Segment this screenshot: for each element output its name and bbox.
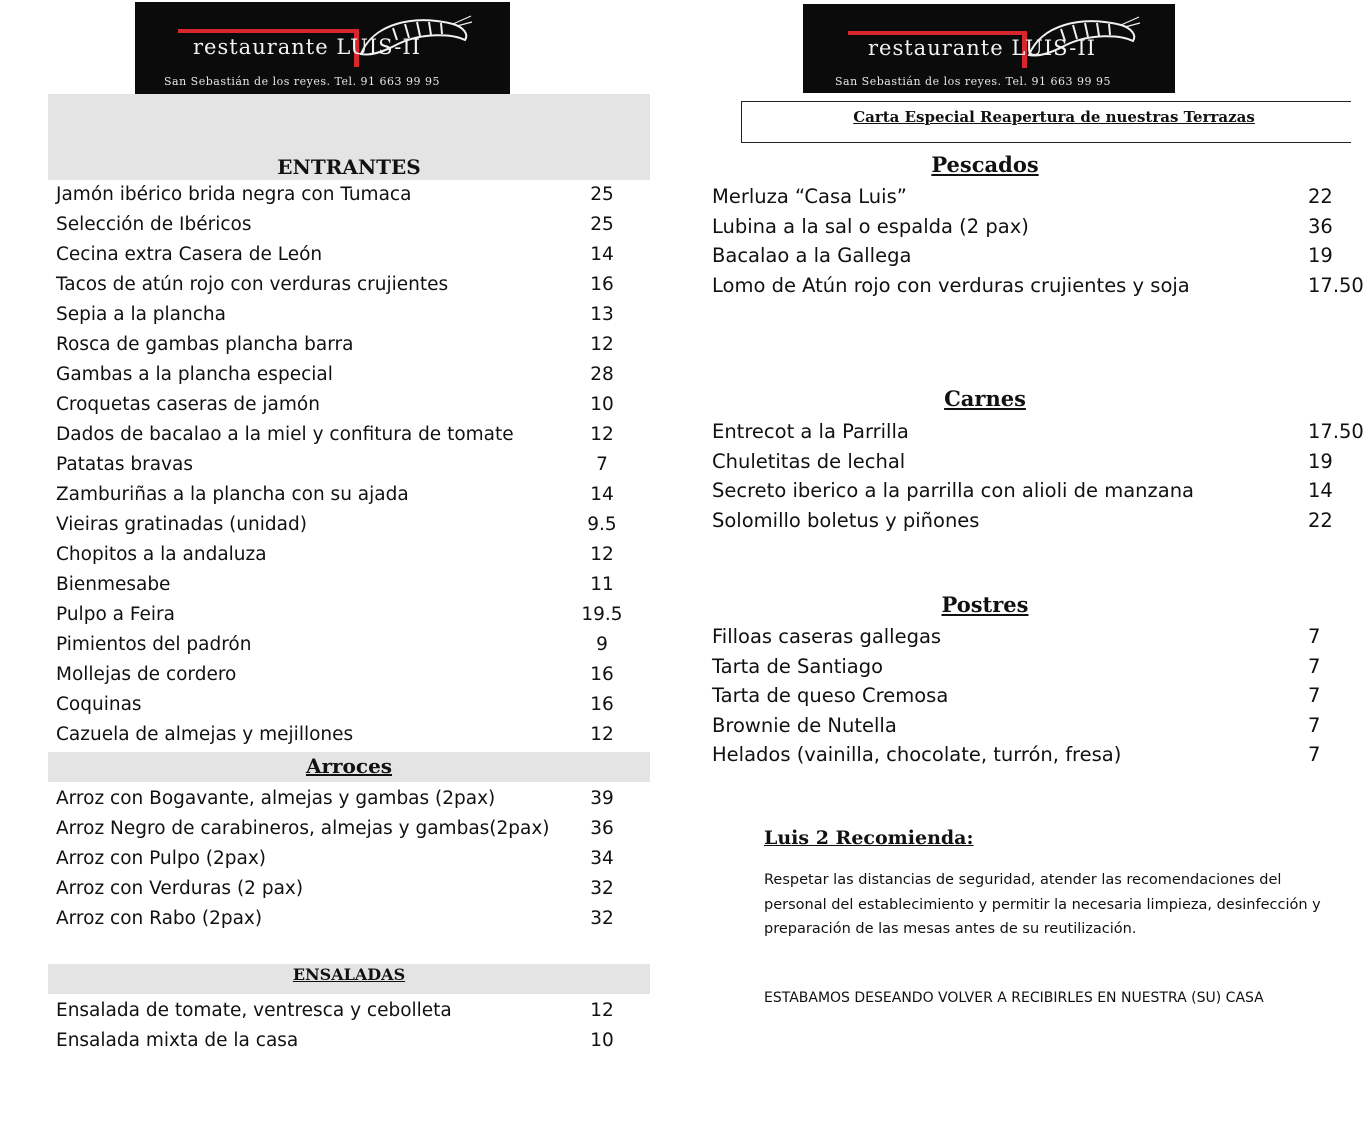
- menu-item-name: Sepia a la plancha: [56, 304, 226, 325]
- arroces-list: [48, 782, 650, 934]
- menu-item-price: 36: [1308, 214, 1333, 238]
- menu-item: [48, 570, 650, 600]
- menu-item: [712, 477, 1352, 505]
- menu-item-price: 12: [590, 724, 614, 745]
- menu-item: [48, 660, 650, 690]
- menu-item: [712, 653, 1352, 681]
- menu-item-name: Chopitos a la andaluza: [56, 544, 267, 565]
- menu-item-price: 10: [590, 1030, 614, 1051]
- right-menu-column: [700, 0, 1364, 1123]
- menu-item-name: Selección de Ibéricos: [56, 214, 252, 235]
- menu-item-name: Bienmesabe: [56, 574, 171, 595]
- menu-item-price: 22: [1308, 185, 1333, 208]
- ensaladas-title: ENSALADAS: [292, 965, 406, 984]
- menu-item-price: 7: [1308, 654, 1321, 678]
- menu-item-name: Tacos de atún rojo con verduras crujientes: [56, 274, 449, 295]
- menu-item: [48, 630, 650, 660]
- menu-item-price: 7: [1308, 684, 1321, 707]
- entrantes-title: ENTRANTES: [277, 155, 421, 179]
- menu-item-name: Pulpo a Feira: [56, 604, 175, 625]
- menu-item: [48, 720, 650, 750]
- menu-item-price: 12: [590, 334, 614, 355]
- menu-item: [48, 270, 650, 300]
- entrantes-list: [48, 180, 650, 750]
- menu-item-name: Brownie de Nutella: [712, 713, 897, 737]
- menu-item-name: Coquinas: [56, 694, 142, 715]
- menu-item-price: 9.5: [587, 514, 617, 535]
- carnes-title: Carnes: [944, 386, 1026, 411]
- menu-item-name: Arroz Negro de carabineros, almejas y gambas(2pax): [56, 818, 550, 839]
- menu-item-name: Tarta de queso Cremosa: [712, 684, 949, 707]
- menu-item-price: 25: [590, 184, 614, 205]
- menu-item: [48, 390, 650, 420]
- menu-item-price: 16: [590, 274, 614, 295]
- menu-item: [48, 480, 650, 510]
- entrantes-header-band: [48, 94, 650, 180]
- menu-item-price: 12: [590, 544, 614, 565]
- menu-item-price: 28: [590, 364, 614, 385]
- menu-item: [48, 874, 650, 904]
- closing-text: ESTABAMOS DESEANDO VOLVER A RECIBIRLES EN NUESTRA (SU) CASA: [764, 990, 1264, 1006]
- logo-address: San Sebastián de los reyes. Tel. 91 663 99 95: [835, 75, 1111, 88]
- menu-item-name: Helados (vainilla, chocolate, turrón, fresa): [712, 743, 1122, 766]
- special-title: Carta Especial Reapertura de nuestras Terrazas: [853, 108, 1255, 126]
- menu-item: [712, 213, 1352, 241]
- menu-item-price: 14: [1308, 479, 1333, 502]
- menu-item-price: 25: [590, 214, 614, 235]
- menu-item-name: Filloas caseras gallegas: [712, 625, 942, 648]
- menu-item-name: Arroz con Rabo (2pax): [56, 908, 263, 929]
- menu-item-name: Secreto iberico a la parrilla con alioli de manzana: [712, 479, 1194, 502]
- menu-item: [48, 1026, 650, 1056]
- menu-item-price: 32: [590, 908, 614, 929]
- menu-item: [48, 784, 650, 814]
- menu-item-price: 7: [1308, 713, 1321, 737]
- menu-item: [712, 183, 1352, 211]
- menu-item-name: Lubina a la sal o espalda (2 pax): [712, 214, 1029, 238]
- menu-item: [712, 741, 1352, 769]
- menu-item-price: 7: [596, 454, 608, 475]
- menu-item: [712, 682, 1352, 710]
- menu-item-name: Ensalada de tomate, ventresca y cebolleta: [56, 1000, 452, 1021]
- menu-item-price: 16: [590, 694, 614, 715]
- menu-item-price: 32: [590, 878, 614, 899]
- menu-item-name: Zamburiñas a la plancha con su ajada: [56, 484, 409, 505]
- menu-item-price: 19: [1308, 244, 1333, 267]
- menu-item-name: Vieiras gratinadas (unidad): [56, 514, 307, 535]
- menu-item: [712, 272, 1364, 300]
- menu-item-price: 12: [590, 424, 614, 445]
- menu-item-name: Arroz con Pulpo (2pax): [56, 848, 267, 869]
- menu-item-name: Lomo de Atún rojo con verduras crujientes y soja: [712, 273, 1190, 297]
- menu-item-name: Tarta de Santiago: [712, 654, 884, 678]
- left-menu-column: [48, 94, 650, 1056]
- menu-item: [712, 242, 1352, 270]
- menu-item-name: Ensalada mixta de la casa: [56, 1030, 299, 1051]
- menu-item-name: Entrecot a la Parrilla: [712, 420, 909, 443]
- menu-item: [48, 904, 650, 934]
- menu-item: [48, 330, 650, 360]
- menu-item-price: 7: [1308, 743, 1321, 766]
- recomienda-text: Respetar las distancias de seguridad, atender las recomendaciones del personal del establecimiento y permitir la necesaria limpieza, desinfección y preparación de las mesas antes de su reutilización.: [764, 872, 1321, 937]
- menu-item: [48, 600, 650, 630]
- menu-item: [48, 510, 650, 540]
- menu-item-price: 14: [590, 484, 614, 505]
- menu-item: [48, 240, 650, 270]
- menu-item-price: 34: [590, 848, 614, 869]
- menu-item: [712, 507, 1352, 535]
- menu-item-name: Chuletitas de lechal: [712, 449, 906, 473]
- menu-item: [48, 360, 650, 390]
- menu-item: [48, 420, 650, 450]
- menu-item: [712, 448, 1352, 476]
- menu-item: [48, 814, 650, 844]
- menu-item-price: 19.5: [581, 604, 623, 625]
- menu-item: [48, 210, 650, 240]
- recomienda-title: Luis 2 Recomienda:: [764, 827, 974, 849]
- menu-item-price: 14: [590, 244, 614, 265]
- menu-item: [48, 180, 650, 210]
- menu-item-name: Arroz con Verduras (2 pax): [56, 878, 304, 899]
- menu-item-name: Cecina extra Casera de León: [56, 244, 323, 265]
- menu-item-price: 11: [590, 574, 614, 595]
- menu-item-name: Patatas bravas: [56, 454, 193, 475]
- menu-item: [712, 712, 1352, 740]
- menu-item-price: 12: [590, 1000, 614, 1021]
- menu-item-name: Bacalao a la Gallega: [712, 244, 912, 267]
- pescados-title: Pescados: [931, 152, 1039, 177]
- special-title-box: [741, 101, 1351, 143]
- menu-item-price: 7: [1308, 625, 1321, 648]
- menu-item-price: 22: [1308, 508, 1333, 532]
- menu-item-name: Jamón ibérico brida negra con Tumaca: [56, 184, 412, 205]
- menu-item-name: Gambas a la plancha especial: [56, 364, 333, 385]
- ensaladas-list: [48, 994, 650, 1056]
- menu-item-name: Arroz con Bogavante, almejas y gambas (2pax): [56, 788, 496, 809]
- menu-item-price: 9: [596, 634, 608, 655]
- arroces-title: Arroces: [305, 754, 393, 778]
- menu-item-name: Cazuela de almejas y mejillones: [56, 724, 354, 745]
- logo-brand: restaurante LUIS-II: [193, 35, 421, 59]
- logo-brand: restaurante LUIS-II: [868, 36, 1096, 60]
- menu-item-price: 10: [590, 394, 614, 415]
- menu-item-name: Merluza “Casa Luis”: [712, 185, 907, 208]
- menu-item-price: 17.50: [1308, 420, 1364, 443]
- menu-item-name: Mollejas de cordero: [56, 664, 237, 685]
- menu-item-price: 19: [1308, 449, 1333, 473]
- menu-item: [48, 540, 650, 570]
- menu-item-price: 16: [590, 664, 614, 685]
- menu-item-name: Pimientos del padrón: [56, 634, 252, 655]
- menu-item-name: Rosca de gambas plancha barra: [56, 334, 354, 355]
- menu-item-price: 13: [590, 304, 614, 325]
- menu-item: [48, 996, 650, 1026]
- menu-item-name: Solomillo boletus y piñones: [712, 508, 980, 532]
- logo-red-bar: [178, 29, 358, 33]
- arroces-header-band: [48, 752, 650, 782]
- menu-item: [48, 300, 650, 330]
- menu-item-name: Dados de bacalao a la miel y confitura de tomate: [56, 424, 514, 445]
- menu-item: [48, 844, 650, 874]
- postres-title: Postres: [941, 592, 1029, 617]
- menu-item: [712, 623, 1352, 651]
- restaurant-logo-left: [135, 2, 510, 94]
- menu-item-price: 39: [590, 788, 614, 809]
- menu-item: [48, 690, 650, 720]
- menu-item: [712, 418, 1364, 446]
- logo-address: San Sebastián de los reyes. Tel. 91 663 99 95: [164, 75, 440, 88]
- ensaladas-header-band: [48, 964, 650, 994]
- menu-item-price: 17.50: [1308, 273, 1364, 297]
- menu-item: [48, 450, 650, 480]
- menu-item-price: 36: [590, 818, 614, 839]
- menu-item-name: Croquetas caseras de jamón: [56, 394, 320, 415]
